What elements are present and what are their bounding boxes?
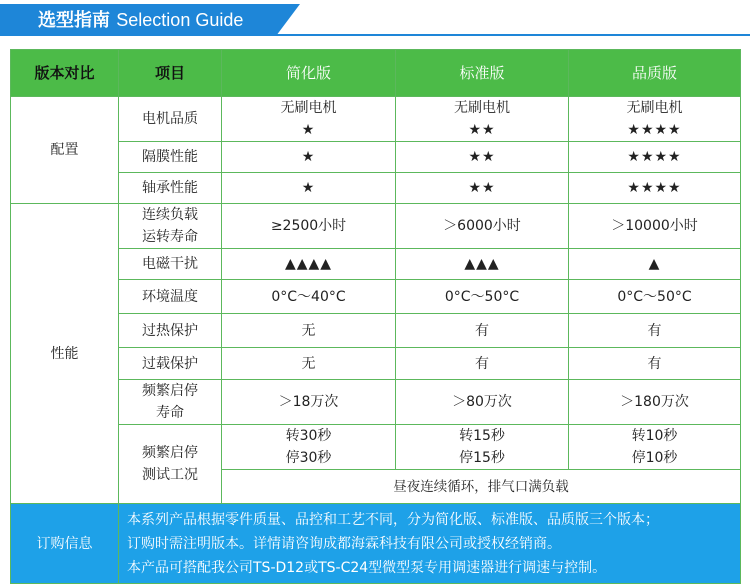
cell-value: 0°C～50°C (569, 280, 741, 314)
cell-value: 有 (396, 348, 569, 380)
selection-guide-table (10, 49, 741, 584)
table-row (11, 380, 741, 425)
col-version: 版本对比 (11, 50, 119, 97)
table-row (11, 249, 741, 280)
table-row (11, 142, 741, 173)
cell-text: 无刷电机 (280, 100, 337, 116)
cell-text: 无刷电机 (454, 100, 510, 116)
col-quality: 品质版 (569, 50, 741, 97)
cell-value: 有 (569, 348, 741, 380)
table-row (11, 173, 741, 204)
cell-value: 0°C～50°C (396, 280, 569, 314)
col-standard: 标准版 (396, 50, 569, 97)
col-simple: 简化版 (222, 50, 396, 97)
cell-value: ＞180万次 (569, 380, 741, 425)
section-header (0, 0, 750, 40)
row-label-emi: 电磁干扰 (119, 249, 222, 280)
cell-value: ＞18万次 (222, 380, 396, 425)
star-rating: ★ (301, 122, 316, 138)
table-row (11, 314, 741, 348)
label-line: 连续负载 (142, 207, 198, 223)
row-label-overload: 过载保护 (119, 348, 222, 380)
cell-value: 0°C～40°C (222, 280, 396, 314)
cell-motor-simple (222, 97, 396, 142)
row-label-motor: 电机品质 (119, 97, 222, 142)
label-line: 测试工况 (142, 467, 198, 483)
star-rating: ★★ (396, 173, 569, 204)
row-label-startstop (119, 380, 222, 425)
cell-test-simple (222, 425, 396, 470)
order-label: 订购信息 (11, 504, 119, 584)
cell-value: 有 (569, 314, 741, 348)
star-rating: ★ (222, 173, 396, 204)
label-line: 频繁启停 (142, 383, 198, 399)
table-row (11, 97, 741, 142)
cell-value: 无 (222, 348, 396, 380)
row-label-bearing: 轴承性能 (119, 173, 222, 204)
cell-value: 无 (222, 314, 396, 348)
title-cn: 选型指南 (38, 10, 110, 31)
section-performance: 性能 (11, 204, 119, 504)
cell-value: ＞6000小时 (396, 204, 569, 249)
order-line: 订购时需注明版本。详情请咨询成都海霖科技有限公司或授权经销商。 (127, 535, 561, 552)
order-text (119, 504, 741, 584)
star-rating: ★★★★ (569, 142, 741, 173)
cell-value: ＞80万次 (396, 380, 569, 425)
row-label-diaphragm: 隔膜性能 (119, 142, 222, 173)
title-en: Selection Guide (116, 10, 244, 30)
cell-motor-quality (569, 97, 741, 142)
star-rating: ★★★★ (627, 122, 682, 138)
cell-text: 转30秒 (285, 428, 332, 444)
row-label-overheat: 过热保护 (119, 314, 222, 348)
cell-motor-standard (396, 97, 569, 142)
header-rule (270, 34, 750, 36)
row-label-life (119, 204, 222, 249)
cell-text: 无刷电机 (626, 100, 683, 116)
table-header-row (11, 50, 741, 97)
star-rating: ★★★★ (569, 173, 741, 204)
test-note: 昼夜连续循环，排气口满负载 (222, 470, 741, 504)
triangle-rating: ▲▲▲ (396, 249, 569, 280)
table-row (11, 280, 741, 314)
label-line: 频繁启停 (142, 445, 198, 461)
table-row (11, 425, 741, 470)
star-rating: ★ (222, 142, 396, 173)
order-row (11, 504, 741, 584)
cell-test-standard (396, 425, 569, 470)
cell-value: 有 (396, 314, 569, 348)
order-line: 本产品可搭配我公司TS-D12或TS-C24型微型泵专用调速器进行调速与控制。 (127, 559, 607, 576)
col-item: 项目 (119, 50, 222, 97)
page-title (38, 8, 243, 33)
star-rating: ★★ (468, 122, 496, 138)
cell-text: 停15秒 (459, 450, 505, 466)
table-row (11, 348, 741, 380)
section-config: 配置 (11, 97, 119, 204)
cell-test-quality (569, 425, 741, 470)
label-line: 寿命 (156, 405, 184, 421)
star-rating: ★★ (396, 142, 569, 173)
row-label-test (119, 425, 222, 504)
cell-text: 停10秒 (631, 450, 678, 466)
triangle-rating: ▲▲▲▲ (222, 249, 396, 280)
order-line: 本系列产品根据零件质量、品控和工艺不同，分为简化版、标准版、品质版三个版本； (127, 511, 659, 528)
cell-value: ≥2500小时 (222, 204, 396, 249)
table-row (11, 204, 741, 249)
label-line: 运转寿命 (142, 229, 198, 245)
cell-text: 转15秒 (459, 428, 505, 444)
cell-text: 停30秒 (285, 450, 332, 466)
row-label-temp: 环境温度 (119, 280, 222, 314)
cell-value: ＞10000小时 (569, 204, 741, 249)
triangle-rating: ▲ (569, 249, 741, 280)
cell-text: 转10秒 (631, 428, 678, 444)
